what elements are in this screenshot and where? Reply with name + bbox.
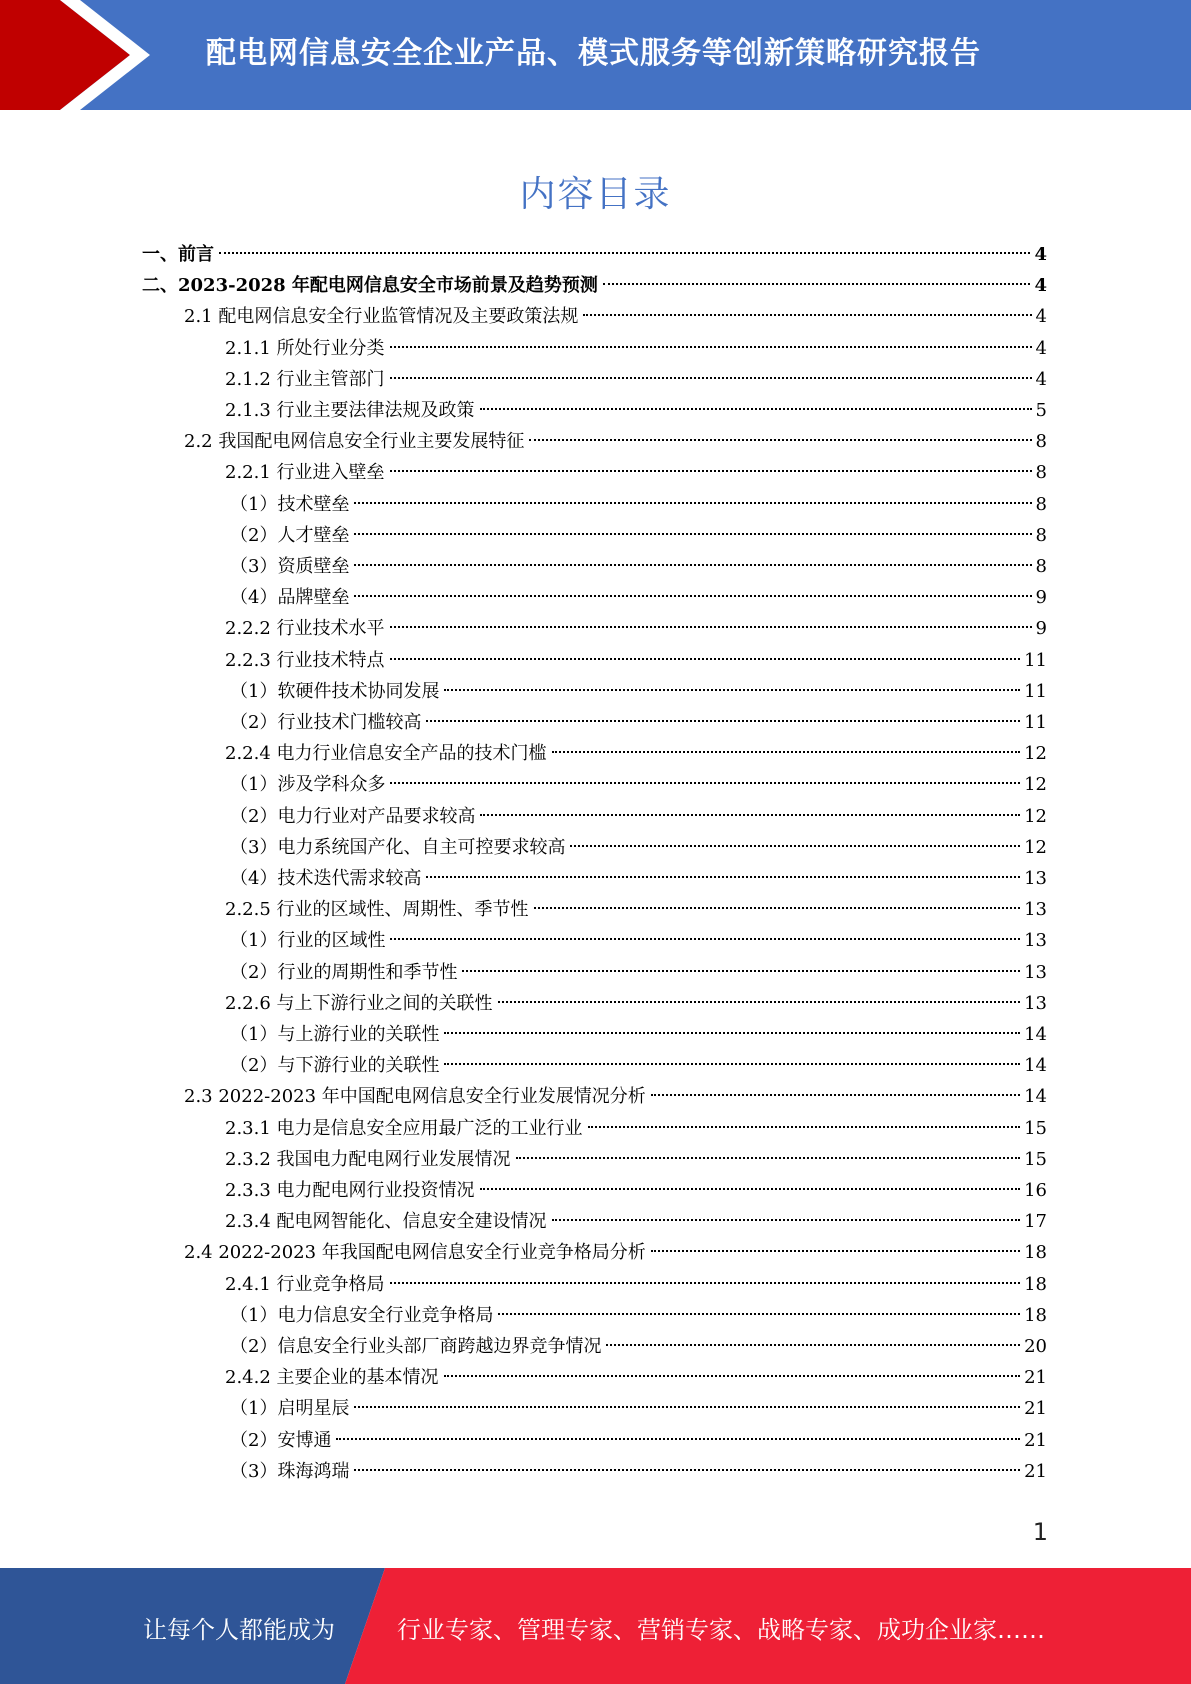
toc-entry-label: （4）品牌壁垒 — [230, 587, 350, 609]
toc-entry-label: （2）人才壁垒 — [230, 524, 350, 546]
dot-leader — [354, 1406, 1020, 1408]
toc-entry-page: 21 — [1024, 1367, 1047, 1389]
toc-entry-page: 20 — [1024, 1336, 1047, 1357]
toc-entry-label: （2）与下游行业的关联性 — [230, 1055, 440, 1077]
toc-entry[interactable] — [225, 1175, 1047, 1206]
toc-entry[interactable] — [230, 1300, 1047, 1331]
toc-entry[interactable] — [225, 988, 1047, 1019]
toc-entry-page: 13 — [1024, 899, 1047, 921]
toc-entry-page: 8 — [1035, 431, 1047, 453]
dot-leader — [534, 907, 1021, 909]
toc-entry-label: （4）技术迭代需求较高 — [230, 868, 422, 889]
toc-entry-page: 16 — [1024, 1180, 1047, 1201]
dot-leader — [390, 658, 1021, 660]
toc-entry-page: 4 — [1035, 306, 1047, 328]
toc-entry-page: 8 — [1035, 556, 1047, 577]
toc-entry[interactable] — [225, 1269, 1047, 1300]
toc-entry[interactable] — [225, 1206, 1047, 1237]
toc-entry[interactable] — [230, 520, 1047, 551]
toc-entry[interactable] — [230, 707, 1047, 738]
toc-entry-page: 8 — [1035, 524, 1047, 546]
toc-entry-page: 4 — [1034, 244, 1047, 265]
toc-entry-page: 17 — [1024, 1211, 1047, 1233]
toc-entry-page: 15 — [1024, 1148, 1047, 1170]
dot-leader — [354, 564, 1031, 566]
toc-entry[interactable] — [142, 239, 1047, 270]
toc-entry[interactable] — [230, 769, 1047, 800]
toc-entry[interactable] — [230, 489, 1047, 520]
dot-leader — [651, 1250, 1020, 1252]
toc-entry[interactable] — [184, 301, 1047, 332]
toc-entry-label: 一、前言 — [142, 244, 214, 265]
toc-entry-label: 2.1.3 行业主要法律法规及政策 — [225, 400, 475, 421]
footer-banner — [0, 1568, 1191, 1684]
dot-leader — [498, 1001, 1021, 1003]
dot-leader — [651, 1094, 1020, 1096]
toc-entry[interactable] — [142, 270, 1047, 301]
dot-leader — [390, 346, 1032, 348]
dot-leader — [426, 876, 1020, 878]
toc-entry-page: 18 — [1024, 1242, 1047, 1264]
toc-entry-page: 18 — [1024, 1273, 1047, 1295]
toc-entry-page: 11 — [1024, 649, 1047, 671]
footer-slogan-left: 让每个人都能成为 — [143, 1616, 335, 1644]
dot-leader — [390, 377, 1032, 379]
toc-entry-label: 2.4.2 主要企业的基本情况 — [225, 1367, 439, 1389]
toc-entry-label: 2.2 我国配电网信息安全行业主要发展特征 — [184, 431, 525, 453]
toc-entry-label: （2）电力行业对产品要求较高 — [230, 805, 476, 827]
toc-entry[interactable] — [230, 832, 1047, 863]
toc-entry-page: 9 — [1035, 618, 1047, 640]
toc-entry[interactable] — [184, 1081, 1047, 1112]
dot-leader — [390, 938, 1020, 940]
toc-entry-page: 8 — [1035, 493, 1047, 515]
dot-leader — [480, 408, 1032, 410]
toc-entry-page: 13 — [1024, 992, 1047, 1014]
toc-entry-label: 2.3.3 电力配电网行业投资情况 — [225, 1180, 475, 1201]
toc-entry[interactable] — [230, 676, 1047, 707]
dot-leader — [444, 689, 1020, 691]
toc-entry[interactable] — [225, 894, 1047, 925]
toc-entry-label: （2）行业的周期性和季节性 — [230, 961, 458, 983]
toc-entry-page: 13 — [1024, 930, 1047, 952]
toc-entry-label: 2.1.2 行业主管部门 — [225, 368, 385, 390]
toc-entry[interactable] — [230, 1425, 1047, 1456]
toc-entry-label: 2.4.1 行业竞争格局 — [225, 1273, 385, 1295]
dot-leader — [516, 1157, 1021, 1159]
toc-entry[interactable] — [225, 457, 1047, 488]
toc-entry[interactable] — [225, 1113, 1047, 1144]
dot-leader — [426, 720, 1020, 722]
toc-entry[interactable] — [184, 426, 1047, 457]
toc-entry-label: （2）安博通 — [230, 1429, 332, 1451]
dot-leader — [444, 1063, 1020, 1065]
toc-entry-page: 12 — [1024, 836, 1047, 858]
toc-entry-label: 2.2.4 电力行业信息安全产品的技术门槛 — [225, 743, 547, 765]
toc-entry-label: （1）启明星辰 — [230, 1398, 350, 1420]
toc-entry-page: 21 — [1024, 1398, 1047, 1420]
toc-entry-label: （1）电力信息安全行业竞争格局 — [230, 1304, 494, 1326]
toc-entry-page: 13 — [1024, 868, 1047, 889]
toc-entry-label: 2.2.2 行业技术水平 — [225, 618, 385, 640]
toc-entry-page: 14 — [1024, 1055, 1047, 1077]
toc-entry-label: 2.3.4 配电网智能化、信息安全建设情况 — [225, 1211, 547, 1233]
toc-entry-label: （2）信息安全行业头部厂商跨越边界竞争情况 — [230, 1336, 602, 1357]
toc-entry[interactable] — [230, 582, 1047, 613]
toc-entry[interactable] — [225, 613, 1047, 644]
toc-entry-label: 2.1 配电网信息安全行业监管情况及主要政策法规 — [184, 306, 579, 328]
toc-entry-label: （2）行业技术门槛较高 — [230, 712, 422, 733]
toc-entry-label: （1）软硬件技术协同发展 — [230, 680, 440, 702]
toc-entry-label: （3）电力系统国产化、自主可控要求较高 — [230, 836, 566, 858]
toc-entry-page: 21 — [1024, 1429, 1047, 1451]
toc-entry-label: （1）与上游行业的关联性 — [230, 1024, 440, 1045]
toc-entry[interactable] — [225, 1144, 1047, 1175]
report-title: 配电网信息安全企业产品、模式服务等创新策略研究报告 — [206, 36, 981, 71]
dot-leader — [390, 626, 1032, 628]
toc-entry-label: （1）行业的区域性 — [230, 930, 386, 952]
toc-entry-label: 2.3 2022-2023 年中国配电网信息安全行业发展情况分析 — [184, 1086, 646, 1108]
toc-entry[interactable] — [230, 1393, 1047, 1424]
toc-entry[interactable] — [230, 801, 1047, 832]
toc-entry-page: 12 — [1024, 805, 1047, 827]
toc-entry-label: 2.1.1 所处行业分类 — [225, 337, 385, 359]
dot-leader — [570, 845, 1020, 847]
toc-entry-page: 13 — [1024, 961, 1047, 983]
dot-leader — [354, 1469, 1020, 1471]
toc-entry[interactable] — [230, 957, 1047, 988]
dot-leader — [444, 1375, 1021, 1377]
dot-leader — [603, 283, 1031, 285]
chevron-decoration — [0, 0, 160, 110]
toc-entry-label: 2.3.2 我国电力配电网行业发展情况 — [225, 1148, 511, 1170]
toc-entry[interactable] — [230, 1331, 1047, 1362]
toc-entry-page: 4 — [1035, 368, 1047, 390]
toc-entry[interactable] — [225, 738, 1047, 769]
toc-entry-label: 2.2.6 与上下游行业之间的关联性 — [225, 992, 493, 1014]
dot-leader — [354, 595, 1031, 597]
dot-leader — [354, 502, 1031, 504]
toc-entry-page: 12 — [1024, 774, 1047, 796]
toc-entry[interactable] — [230, 551, 1047, 582]
dot-leader — [390, 470, 1032, 472]
toc-entry-label: （3）珠海鸿瑞 — [230, 1460, 350, 1482]
dot-leader — [552, 1219, 1021, 1221]
footer-slogan-right: 行业专家、管理专家、营销专家、战略专家、成功企业家…… — [397, 1616, 1045, 1644]
dot-leader — [336, 1438, 1020, 1440]
dot-leader — [552, 751, 1021, 753]
toc-entry-label: 2.2.3 行业技术特点 — [225, 649, 385, 671]
toc-entry-page: 11 — [1024, 680, 1047, 702]
toc-entry-label: 二、2023-2028 年配电网信息安全市场前景及趋势预测 — [142, 275, 598, 297]
toc-entry[interactable] — [230, 1050, 1047, 1081]
toc-entry[interactable] — [225, 1362, 1047, 1393]
page-number: 1 — [1032, 1518, 1048, 1546]
toc-entry[interactable] — [230, 1456, 1047, 1487]
toc-entry-page: 9 — [1035, 587, 1047, 609]
dot-leader — [588, 1126, 1021, 1128]
dot-leader — [219, 252, 1030, 254]
dot-leader — [583, 314, 1031, 316]
dot-leader — [529, 439, 1031, 441]
toc-entry-label: 2.4 2022-2023 年我国配电网信息安全行业竞争格局分析 — [184, 1242, 646, 1264]
toc-entry[interactable] — [184, 1237, 1047, 1268]
toc-entry-label: （1）技术壁垒 — [230, 493, 350, 515]
toc-entry-page: 8 — [1035, 462, 1047, 484]
toc-entry[interactable] — [225, 364, 1047, 395]
dot-leader — [462, 970, 1020, 972]
toc-entry-page: 5 — [1035, 400, 1047, 421]
toc-entry[interactable] — [225, 645, 1047, 676]
dot-leader — [444, 1032, 1020, 1034]
toc-entry[interactable] — [230, 1019, 1047, 1050]
toc-entry-page: 15 — [1024, 1117, 1047, 1139]
toc-entry-label: 2.3.1 电力是信息安全应用最广泛的工业行业 — [225, 1117, 583, 1139]
toc-entry-label: （1）涉及学科众多 — [230, 774, 386, 796]
toc-entry-page: 21 — [1024, 1460, 1047, 1482]
toc-entry[interactable] — [230, 863, 1047, 894]
toc-entry[interactable] — [225, 333, 1047, 364]
toc-entry-page: 14 — [1024, 1024, 1047, 1045]
toc-entry-label: （3）资质壁垒 — [230, 556, 350, 577]
dot-leader — [480, 1188, 1021, 1190]
header-banner — [0, 0, 1191, 110]
toc-entry-label: 2.2.1 行业进入壁垒 — [225, 462, 385, 484]
toc-entry-page: 12 — [1024, 743, 1047, 765]
toc-entry-page: 4 — [1035, 337, 1047, 359]
toc-entry-page: 18 — [1024, 1304, 1047, 1326]
toc-entry-label: 2.2.5 行业的区域性、周期性、季节性 — [225, 899, 529, 921]
dot-leader — [480, 814, 1020, 816]
dot-leader — [390, 782, 1020, 784]
dot-leader — [354, 533, 1031, 535]
toc-entry-page: 11 — [1024, 712, 1047, 733]
toc-entry-page: 4 — [1034, 275, 1047, 297]
toc-entry[interactable] — [230, 925, 1047, 956]
toc-heading: 内容目录 — [519, 174, 672, 215]
toc-entry-page: 14 — [1024, 1086, 1047, 1108]
toc-entry[interactable] — [225, 395, 1047, 426]
dot-leader — [606, 1344, 1020, 1346]
dot-leader — [390, 1282, 1021, 1284]
dot-leader — [498, 1313, 1020, 1315]
